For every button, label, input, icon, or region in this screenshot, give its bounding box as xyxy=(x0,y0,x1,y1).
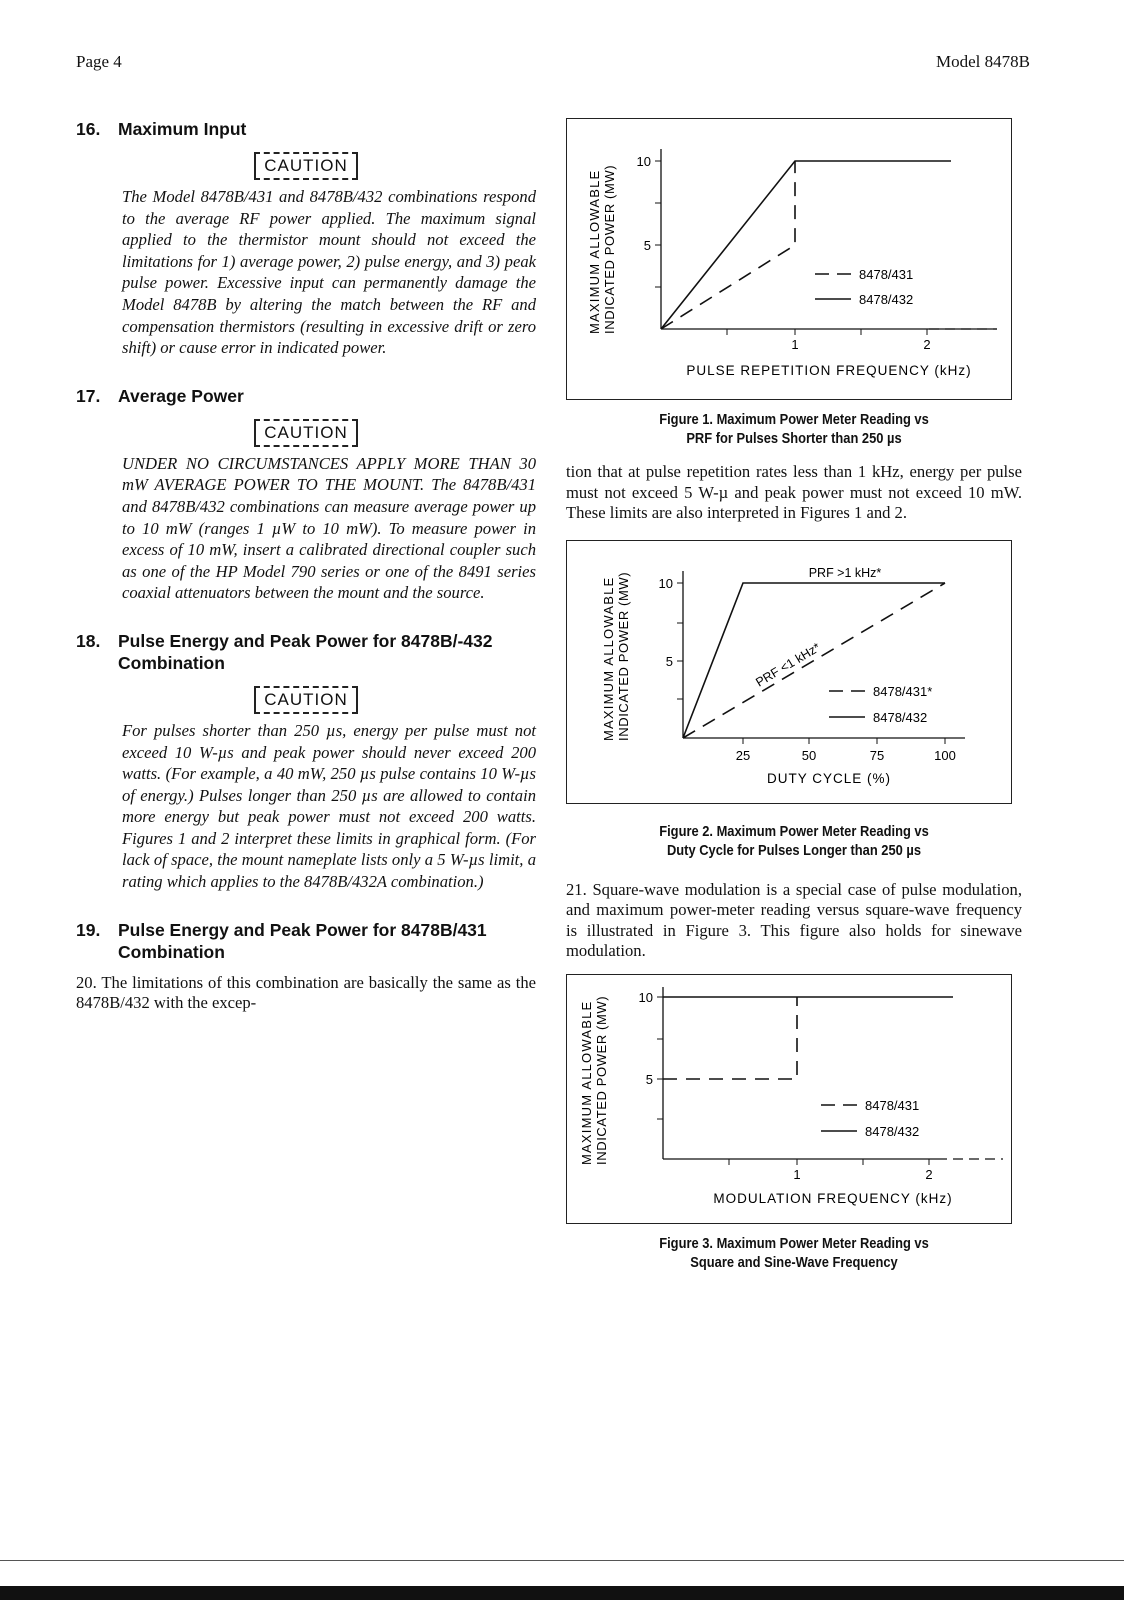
figure-3-caption: Square and Sine-Wave Frequency xyxy=(690,1253,898,1271)
model-name: Model 8478B xyxy=(936,52,1030,71)
section-16-title: 16. Maximum Input xyxy=(76,119,247,139)
y-axis-label: INDICATED POWER (MW) xyxy=(594,995,609,1165)
legend-8478-431: 8478/431 xyxy=(865,1097,920,1113)
figure-3-caption: Figure 3. Maximum Power Meter Reading vs xyxy=(659,1234,929,1252)
section-18-title: 18. Pulse Energy and Peak Power for 8478B/-432 Combination xyxy=(76,630,493,673)
series-8478-431-line xyxy=(663,997,797,1079)
x-tick-100: 100 xyxy=(934,747,956,763)
paragraph-20-continued: tion that at pulse repetition rates less than 1 kHz, energy per pulse must not exceed 5 W-µ and peak power must not exceed 10 mW. These limits are also interpreted in Figures 1 and 2. xyxy=(566,462,1022,522)
figure-3-chart xyxy=(566,974,1012,1224)
legend-8478-432: 8478/432 xyxy=(865,1123,920,1139)
y-tick-5: 5 xyxy=(643,238,651,253)
section-17-title: 17. Average Power xyxy=(76,385,244,406)
y-axis-label: MAXIMUM ALLOWABLE xyxy=(601,576,616,741)
legend-8478-431: 8478/431* xyxy=(873,683,933,699)
caution-box: CAUTION xyxy=(254,686,358,714)
footer-rule xyxy=(0,1560,1124,1561)
annotation-prf-below-1khz: PRF <1 kHz* xyxy=(753,639,823,690)
x-tick-25: 25 xyxy=(735,747,751,763)
scan-edge-bar xyxy=(0,1586,1124,1600)
right-column xyxy=(566,118,1022,1272)
legend-8478-431: 8478/431 xyxy=(859,267,914,282)
y-tick-10: 10 xyxy=(636,154,651,169)
paragraph-21: 21. Square-wave modulation is a special case of pulse modulation, and maximum power-meter reading versus square-wave frequency is illustrated in Figure 3. This figure also holds for sinewave modulation. xyxy=(566,879,1022,960)
paragraph-20: 20. The limitations of this combination are basically the same as the 8478B/432 with the excep- xyxy=(76,972,536,1013)
x-tick-50: 50 xyxy=(801,747,817,763)
legend-8478-432: 8478/432 xyxy=(859,292,914,307)
x-axis-label: DUTY CYCLE (%) xyxy=(766,770,892,786)
figure-2-caption: Duty Cycle for Pulses Longer than 250 µs xyxy=(666,841,922,859)
y-tick-5: 5 xyxy=(645,1071,653,1087)
section-19-title: 19. Pulse Energy and Peak Power for 8478B/431 Combination xyxy=(76,919,487,962)
y-axis-label: MAXIMUM ALLOWABLE xyxy=(587,169,602,334)
x-axis-label: PULSE REPETITION FREQUENCY (kHz) xyxy=(686,363,972,378)
section-16-text: The Model 8478B/431 and 8478B/432 combinations respond to the average RF power applied. The maximum signal applied to the thermistor mount should not exceed the limitations for 1) average power, 2) pulse energy, and 3) peak pulse power. Excessive input can permanently damage the Model 8478B by altering the match between the RF and compensation thermistors (resulting in excessive drift or zero shift) or cause error in indicated power. xyxy=(122,187,536,358)
figure-1-chart xyxy=(566,118,1012,400)
y-axis-label: INDICATED POWER (MW) xyxy=(616,571,631,741)
x-tick-75: 75 xyxy=(869,747,885,763)
x-tick-1: 1 xyxy=(791,337,799,352)
section-18-text: For pulses shorter than 250 µs, energy per pulse must not exceed 10 W-µs and peak power should never exceed 200 watts. (For example, a 40 mW, 250 µs pulse contains 10 W-µs of energy.) Pulses longer than 250 µs are allowed to contain more energy but peak power must not exceed 200 watts. Figures 1 and 2 interpret these limits in graphical form. (For lack of space, the mount nameplate lists only a 5 W-µs limit, a rating which applies to the 8478B/432A combination.) xyxy=(122,720,536,892)
left-column xyxy=(76,118,536,1014)
caution-box: CAUTION xyxy=(254,419,358,447)
section-17-text: UNDER NO CIRCUMSTANCES APPLY MORE THAN 30 mW AVERAGE POWER TO THE MOUNT. The 8478B/431 and 8478B/432 combinations can measure average power up to 10 mW (ranges 1 µW to 10 mW). To measure power in excess of 10 mW, insert a calibrated directional coupler such as one of the HP Model 790 series or one of the 8491 series coaxial attenuators between the mount and the source. xyxy=(122,453,536,603)
page-number: Page 4 xyxy=(76,52,122,71)
x-tick-2: 2 xyxy=(925,1166,933,1182)
figure-1-caption: PRF for Pulses Shorter than 250 µs xyxy=(686,430,902,447)
figure-2-chart xyxy=(566,540,1012,804)
x-tick-2: 2 xyxy=(923,337,931,352)
y-tick-10: 10 xyxy=(658,575,673,591)
caution-box: CAUTION xyxy=(254,152,358,180)
annotation-prf-above-1khz: PRF >1 kHz* xyxy=(808,565,882,580)
y-tick-10: 10 xyxy=(638,989,653,1005)
x-axis-label: MODULATION FREQUENCY (kHz) xyxy=(713,1190,953,1206)
legend-8478-432: 8478/432 xyxy=(873,709,928,725)
x-tick-1: 1 xyxy=(793,1166,801,1182)
figure-1-caption: Figure 1. Maximum Power Meter Reading vs xyxy=(659,411,929,428)
figure-2-caption: Figure 2. Maximum Power Meter Reading vs xyxy=(659,822,929,840)
y-axis-label: MAXIMUM ALLOWABLE xyxy=(579,1000,594,1165)
y-axis-label: INDICATED POWER (MW) xyxy=(602,164,617,334)
y-tick-5: 5 xyxy=(665,653,673,669)
